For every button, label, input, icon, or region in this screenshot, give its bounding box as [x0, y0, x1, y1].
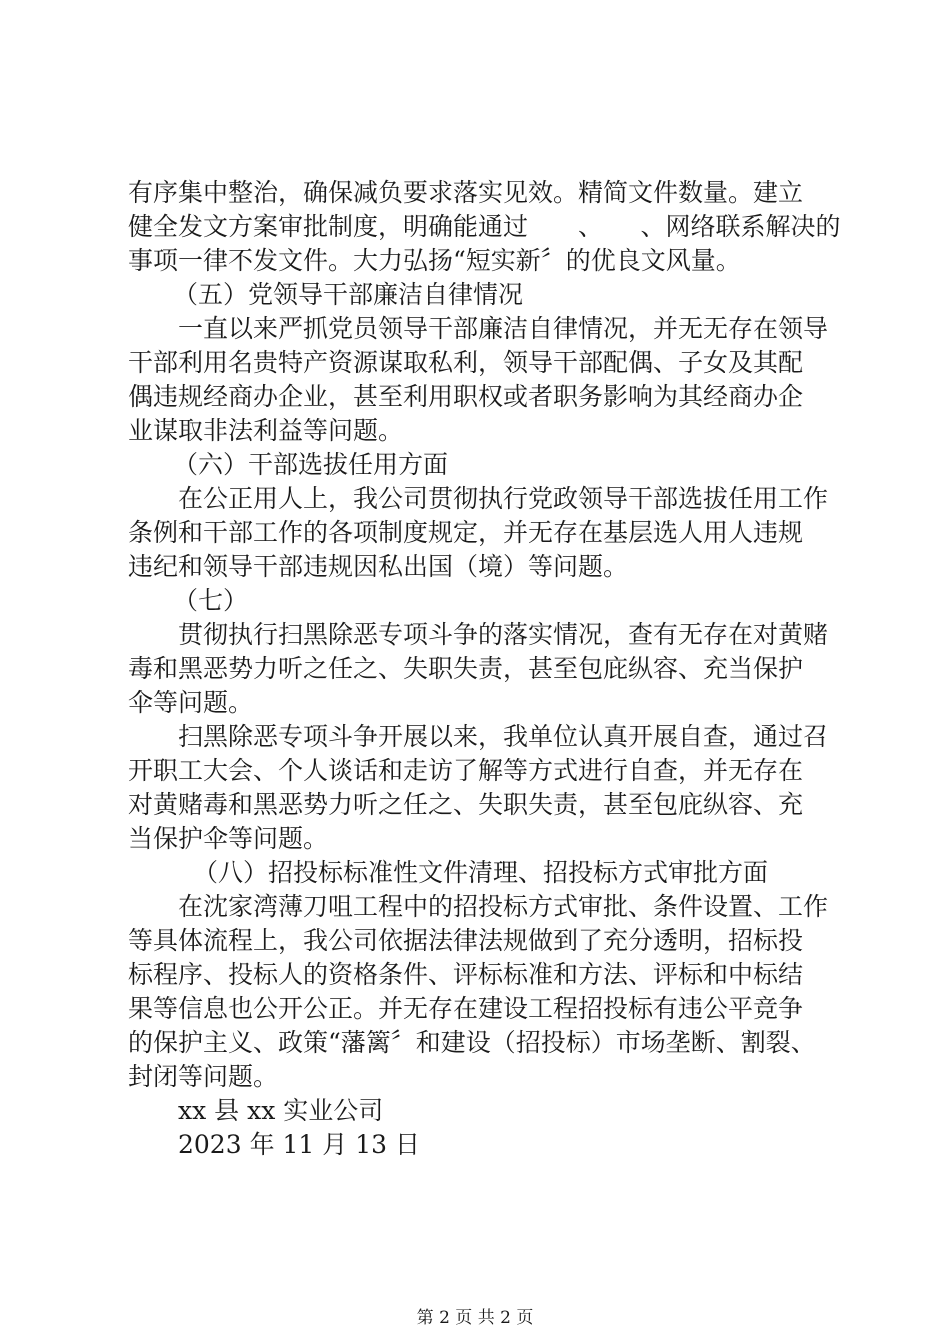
body-line: 果等信息也公开公正。并无存在建设工程招投标有违公平竞争: [128, 994, 804, 1023]
body-line: 在沈家湾薄刀咀工程中的招投标方式审批、条件设置、工作: [178, 892, 829, 921]
section-heading-6: （六）干部选拔任用方面: [173, 450, 449, 479]
body-line: 对黄赌毒和黑恶势力听之任之、失职失责，甚至包庇纵容、充: [128, 790, 804, 819]
section-heading-7: （七）: [173, 586, 249, 615]
signature-company: xx 县 xx 实业公司: [178, 1096, 384, 1125]
section-heading-5: （五）党领导干部廉洁自律情况: [173, 280, 524, 309]
body-line: 一直以来严抓党员领导干部廉洁自律情况，并无无存在领导: [178, 314, 829, 343]
body-line: 毒和黑恶势力听之任之、失职失责，甚至包庇纵容、充当保护: [128, 654, 804, 683]
body-line: 扫黑除恶专项斗争开展以来，我单位认真开展自查，通过召: [178, 722, 829, 751]
body-line: 事项一律不发文件。大力弘扬“短实新〞的优良文风量。: [128, 246, 741, 275]
body-line: 标程序、投标人的资格条件、评标标准和方法、评标和中标结: [128, 960, 804, 989]
body-line: 等具体流程上，我公司依据法律法规做到了充分透明，招标投: [128, 926, 804, 955]
body-line: 干部利用名贵特产资源谋取私利，领导干部配偶、子女及其配: [128, 348, 804, 377]
body-line: 当保护伞等问题。: [128, 824, 329, 853]
body-line: 健全发文方案审批制度，明确能通过 、 、网络联系解决的: [128, 212, 841, 241]
page-footer: 第 2 页 共 2 页: [416, 1308, 534, 1328]
body-line: 封闭等问题。: [128, 1062, 279, 1091]
body-line: 条例和干部工作的各项制度规定，并无存在基层选人用人违规: [128, 518, 804, 547]
body-line: 偶违规经商办企业，甚至利用职权或者职务影响为其经商办企: [128, 382, 804, 411]
signature-date: 2023 年 11 月 13 日: [178, 1130, 420, 1159]
body-line: 伞等问题。: [128, 688, 254, 717]
body-line: 开职工大会、个人谈话和走访了解等方式进行自查，并无存在: [128, 756, 804, 785]
body-line: 违纪和领导干部违规因私出国（境）等问题。: [128, 552, 629, 581]
body-line: 贯彻执行扫黑除恶专项斗争的落实情况，查有无存在对黄赌: [178, 620, 829, 649]
body-line: 在公正用人上，我公司贯彻执行党政领导干部选拔任用工作: [178, 484, 829, 513]
body-line: 有序集中整治，确保减负要求落实见效。精简文件数量。建立: [128, 178, 804, 207]
body-line: 的保护主义、政策“藩篱〞和建设（招投标）市场垄断、割裂、: [128, 1028, 816, 1057]
section-heading-8: （八）招投标标准性文件清理、招投标方式审批方面: [193, 858, 769, 887]
body-line: 业谋取非法利益等问题。: [128, 416, 404, 445]
